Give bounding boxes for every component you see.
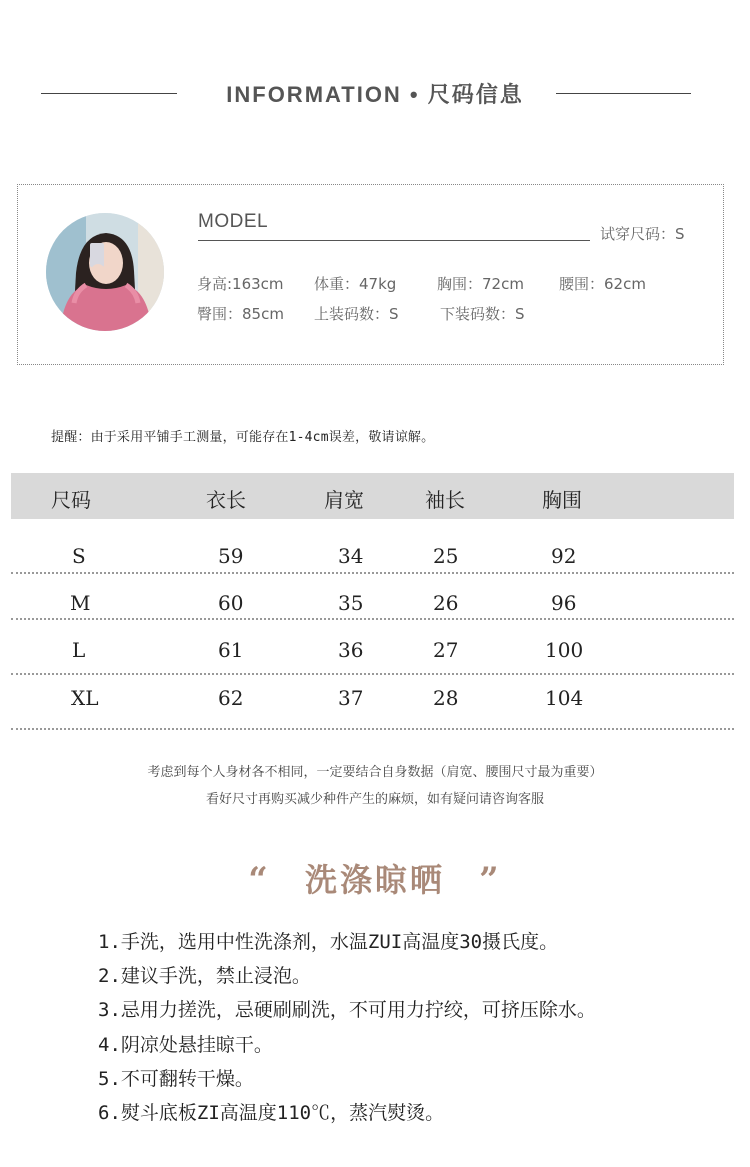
row-divider <box>11 728 734 730</box>
washing-instruction: 6.熨斗底板ZI高温度110℃，蒸汽熨烫。 <box>98 1102 445 1124</box>
table-row-xl-shoulder: 37 <box>338 686 364 710</box>
col-header-sleeve: 袖长 <box>425 488 465 512</box>
col-header-bust: 胸围 <box>542 488 582 512</box>
washing-section-title <box>0 855 750 901</box>
col-header-length: 衣长 <box>206 488 246 512</box>
row-divider <box>11 618 734 620</box>
washing-title-text: 洗涤晾晒 <box>304 861 445 899</box>
table-row-l-size: L <box>72 638 86 662</box>
row-divider <box>11 673 734 675</box>
washing-instruction: 5.不可翻转干燥。 <box>98 1068 254 1090</box>
page-title: INFORMATION • 尺码信息 <box>226 82 524 107</box>
table-row-l-shoulder: 36 <box>338 638 364 662</box>
table-row-xl-length: 62 <box>218 686 244 710</box>
stat-bottom-size: 下装码数：S <box>440 305 525 323</box>
fit-note-line2: 看好尺寸再购买减少种件产生的麻烦，如有疑问请咨询客服 <box>205 792 544 807</box>
washing-instruction: 1.手洗，选用中性洗涤剂，水温ZUI高温度30摄氏度。 <box>98 931 559 953</box>
stat-height: 身高:163cm <box>197 275 284 293</box>
table-row-xl-sleeve: 28 <box>433 686 459 710</box>
row-divider <box>11 572 734 574</box>
stat-top-size: 上装码数：S <box>314 305 399 323</box>
washing-instruction: 2.建议手洗，禁止浸泡。 <box>98 965 311 987</box>
stat-bust: 胸围：72cm <box>437 275 524 293</box>
fit-note-line1: 考虑到每个人身材各不相同，一定要结合自身数据（肩宽、腰围尺寸最为重要） <box>147 765 603 780</box>
table-row-m-bust: 96 <box>551 591 577 615</box>
col-header-size: 尺码 <box>51 488 91 512</box>
stat-hip: 臀围：85cm <box>197 305 284 323</box>
model-label: MODEL <box>198 211 269 232</box>
table-row-l-bust: 100 <box>545 638 584 662</box>
stat-weight: 体重：47kg <box>314 275 397 293</box>
washing-instruction: 3.忌用力搓洗，忌硬刷刷洗，不可用力拧绞，可挤压除水。 <box>98 999 596 1021</box>
model-avatar <box>46 213 164 331</box>
measurement-reminder: 提醒：由于采用平铺手工测量，可能存在1-4cm误差，敬请谅解。 <box>51 430 435 445</box>
open-quote: “ <box>248 860 271 900</box>
col-header-shoulder: 肩宽 <box>324 488 364 512</box>
table-row-m-length: 60 <box>218 591 244 615</box>
table-row-m-size: M <box>70 591 91 615</box>
stat-waist: 腰围：62cm <box>559 275 646 293</box>
close-quote: ” <box>479 860 502 900</box>
table-row-s-shoulder: 34 <box>338 544 364 568</box>
table-row-l-length: 61 <box>218 638 244 662</box>
trial-size: 试穿尺码：S <box>600 225 685 243</box>
washing-instruction: 4.阴凉处悬挂晾干。 <box>98 1034 273 1056</box>
table-row-xl-size: XL <box>71 686 99 710</box>
table-row-xl-bust: 104 <box>545 686 584 710</box>
table-row-l-sleeve: 27 <box>433 638 459 662</box>
table-row-s-sleeve: 25 <box>433 544 459 568</box>
table-row-m-shoulder: 35 <box>338 591 364 615</box>
table-row-s-size: S <box>72 544 86 568</box>
table-row-m-sleeve: 26 <box>433 591 459 615</box>
table-row-s-length: 59 <box>218 544 244 568</box>
table-row-s-bust: 92 <box>551 544 577 568</box>
model-underline <box>198 240 590 241</box>
model-photo-illustration <box>46 213 164 331</box>
size-table-header <box>11 473 734 519</box>
